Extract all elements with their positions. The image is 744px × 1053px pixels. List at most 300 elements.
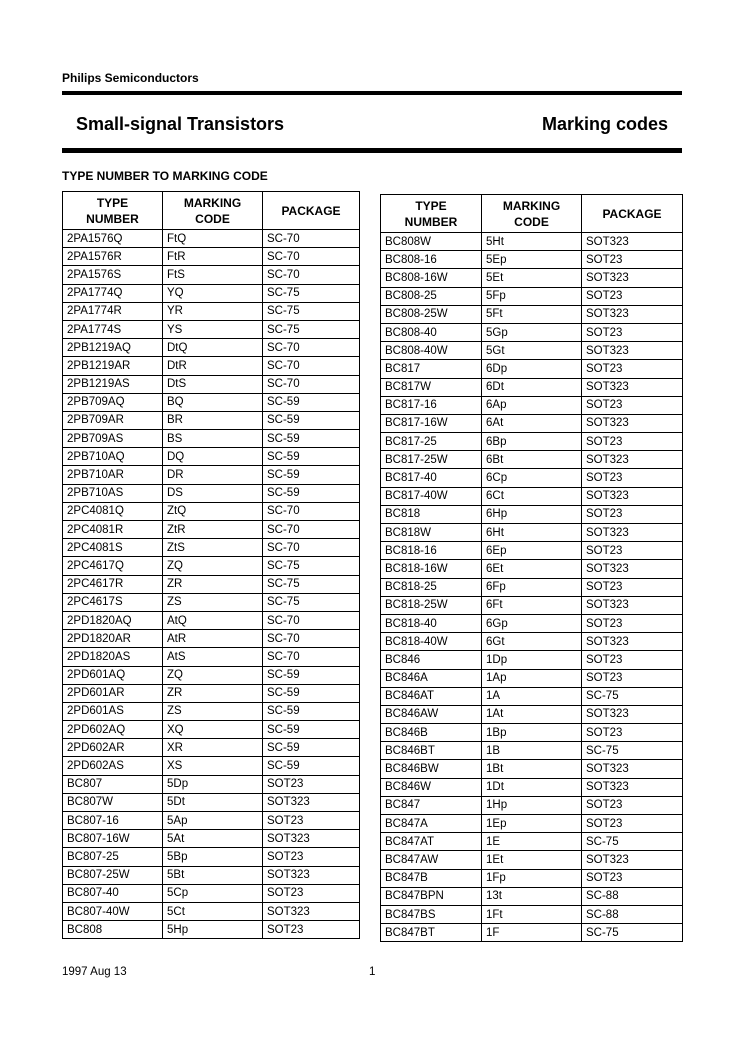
table-row: [381, 596, 683, 614]
type-number-cell: BC808-25W: [381, 305, 482, 323]
table-row: [63, 575, 360, 593]
table-row: [381, 651, 683, 669]
table-row: [381, 887, 683, 905]
table-row: [63, 757, 360, 775]
table-row: [63, 866, 360, 884]
package-cell: SOT23: [582, 578, 683, 596]
type-number-cell: BC847B: [381, 869, 482, 887]
package-cell: SC-59: [263, 757, 360, 775]
package-cell: SOT323: [582, 342, 683, 360]
marking-code-cell: 5At: [163, 830, 263, 848]
package-cell: SC-75: [263, 284, 360, 302]
table-title: TYPE NUMBER TO MARKING CODE: [62, 169, 268, 183]
type-number-cell: BC808-40W: [381, 342, 482, 360]
type-number-cell: BC818-40: [381, 614, 482, 632]
type-number-cell: 2PA1774Q: [63, 284, 163, 302]
table-row: [381, 851, 683, 869]
table-row: [63, 448, 360, 466]
package-cell: SC-75: [263, 575, 360, 593]
type-number-cell: BC817-16W: [381, 414, 482, 432]
table-row: [63, 339, 360, 357]
table-row: [63, 902, 360, 920]
package-cell: SC-59: [263, 393, 360, 411]
package-cell: SOT23: [582, 796, 683, 814]
type-number-cell: BC808-16: [381, 251, 482, 269]
table-row: [63, 611, 360, 629]
table-row: [63, 484, 360, 502]
marking-code-cell: 1B: [482, 742, 582, 760]
type-number-cell: BC846BW: [381, 760, 482, 778]
marking-code-cell: DtQ: [163, 339, 263, 357]
package-cell: SOT323: [582, 451, 683, 469]
type-number-cell: 2PA1576S: [63, 266, 163, 284]
table-row: [63, 502, 360, 520]
marking-code-cell: 5Dp: [163, 775, 263, 793]
package-cell: SOT323: [582, 269, 683, 287]
marking-code-cell: 13t: [482, 887, 582, 905]
marking-code-cell: FtQ: [163, 230, 263, 248]
table-row: [63, 393, 360, 411]
type-number-cell: 2PD601AS: [63, 702, 163, 720]
table-row: [63, 320, 360, 338]
table-row: [63, 684, 360, 702]
marking-code-cell: ZtS: [163, 539, 263, 557]
column-header-package: PACKAGE: [263, 192, 360, 230]
marking-code-cell: 1E: [482, 833, 582, 851]
package-cell: SOT323: [582, 414, 683, 432]
marking-code-cell: AtR: [163, 630, 263, 648]
marking-code-cell: DtR: [163, 357, 263, 375]
package-cell: SC-70: [263, 248, 360, 266]
package-cell: SC-70: [263, 521, 360, 539]
package-cell: SC-70: [263, 375, 360, 393]
table-row: [63, 812, 360, 830]
type-number-cell: BC847AW: [381, 851, 482, 869]
package-cell: SC-88: [582, 887, 683, 905]
type-number-cell: BC808-40: [381, 323, 482, 341]
marking-code-cell: 6Ap: [482, 396, 582, 414]
marking-code-cell: 1Dt: [482, 778, 582, 796]
marking-code-cell: 6Hp: [482, 505, 582, 523]
package-cell: SC-70: [263, 502, 360, 520]
marking-code-cell: 1Ft: [482, 905, 582, 923]
type-number-cell: BC817W: [381, 378, 482, 396]
type-number-cell: BC847: [381, 796, 482, 814]
table-row: [63, 630, 360, 648]
package-cell: SOT323: [582, 633, 683, 651]
marking-code-cell: ZS: [163, 702, 263, 720]
package-cell: SC-59: [263, 430, 360, 448]
page-number: 1: [369, 966, 376, 978]
marking-code-cell: 5Et: [482, 269, 582, 287]
table-row: [381, 251, 683, 269]
marking-code-cell: ZS: [163, 593, 263, 611]
marking-code-cell: 6Gp: [482, 614, 582, 632]
table-row: [381, 869, 683, 887]
type-number-cell: 2PC4617R: [63, 575, 163, 593]
type-number-cell: 2PD1820AQ: [63, 611, 163, 629]
table-row: [63, 721, 360, 739]
marking-code-cell: 1Bt: [482, 760, 582, 778]
type-number-cell: BC846W: [381, 778, 482, 796]
marking-code-cell: 1Ep: [482, 815, 582, 833]
type-number-cell: BC817-25W: [381, 451, 482, 469]
table-row: [381, 269, 683, 287]
type-number-cell: BC817-16: [381, 396, 482, 414]
package-cell: SC-75: [263, 302, 360, 320]
table-row: [381, 487, 683, 505]
type-number-cell: BC807-25W: [63, 866, 163, 884]
type-number-cell: 2PD602AS: [63, 757, 163, 775]
table-row: [381, 833, 683, 851]
marking-code-cell: 1Bp: [482, 724, 582, 742]
package-cell: SOT23: [263, 775, 360, 793]
package-cell: SC-75: [263, 593, 360, 611]
marking-code-cell: 1A: [482, 687, 582, 705]
column-header-marking-code: MARKING CODE: [163, 192, 263, 230]
table-row: [63, 375, 360, 393]
package-cell: SC-75: [582, 742, 683, 760]
table-row: [381, 905, 683, 923]
column-header-type-number: TYPE NUMBER: [381, 195, 482, 233]
type-number-cell: 2PB1219AQ: [63, 339, 163, 357]
type-number-cell: 2PB1219AR: [63, 357, 163, 375]
marking-code-cell: 1Ap: [482, 669, 582, 687]
type-number-cell: 2PC4081S: [63, 539, 163, 557]
company-name: Philips Semiconductors: [62, 71, 199, 85]
type-number-cell: 2PD602AQ: [63, 721, 163, 739]
package-cell: SOT23: [263, 848, 360, 866]
marking-code-cell: DS: [163, 484, 263, 502]
package-cell: SC-59: [263, 466, 360, 484]
marking-code-cell: 1Dp: [482, 651, 582, 669]
table-row: [63, 793, 360, 811]
package-cell: SOT23: [582, 614, 683, 632]
marking-code-cell: 6Fp: [482, 578, 582, 596]
type-number-cell: BC847BPN: [381, 887, 482, 905]
package-cell: SC-59: [263, 411, 360, 429]
marking-code-cell: FtR: [163, 248, 263, 266]
table-row: [381, 578, 683, 596]
type-number-cell: BC808-25: [381, 287, 482, 305]
type-number-cell: 2PB1219AS: [63, 375, 163, 393]
table-row: [381, 323, 683, 341]
package-cell: SC-59: [263, 484, 360, 502]
type-number-cell: BC817: [381, 360, 482, 378]
marking-code-cell: ZtQ: [163, 502, 263, 520]
table-row: [381, 796, 683, 814]
marking-code-cell: 6Ct: [482, 487, 582, 505]
type-number-cell: 2PC4617S: [63, 593, 163, 611]
type-number-cell: BC808-16W: [381, 269, 482, 287]
table-row: [381, 451, 683, 469]
header-rule-top: [62, 91, 682, 95]
table-row: [381, 633, 683, 651]
marking-code-cell: 1Et: [482, 851, 582, 869]
table-row: [63, 284, 360, 302]
marking-code-cell: YS: [163, 320, 263, 338]
table-row: [63, 921, 360, 939]
marking-code-cell: 6Et: [482, 560, 582, 578]
marking-code-cell: 1Hp: [482, 796, 582, 814]
package-cell: SOT23: [582, 396, 683, 414]
table-row: [381, 687, 683, 705]
marking-code-cell: 5Fp: [482, 287, 582, 305]
type-number-cell: 2PB710AR: [63, 466, 163, 484]
type-number-cell: BC817-40W: [381, 487, 482, 505]
package-cell: SOT23: [582, 323, 683, 341]
package-cell: SOT323: [582, 778, 683, 796]
table-row: [381, 305, 683, 323]
marking-code-cell: 5Hp: [163, 921, 263, 939]
type-number-cell: BC846AW: [381, 705, 482, 723]
table-row: [63, 848, 360, 866]
package-cell: SC-70: [263, 266, 360, 284]
type-number-cell: BC808W: [381, 233, 482, 251]
package-cell: SC-75: [582, 924, 683, 942]
package-cell: SOT323: [263, 902, 360, 920]
table-row: [63, 466, 360, 484]
marking-code-cell: DR: [163, 466, 263, 484]
package-cell: SC-70: [263, 339, 360, 357]
marking-code-cell: 6Bt: [482, 451, 582, 469]
type-number-cell: 2PB709AQ: [63, 393, 163, 411]
marking-code-cell: FtS: [163, 266, 263, 284]
type-number-cell: BC807-40W: [63, 902, 163, 920]
type-number-cell: BC817-40: [381, 469, 482, 487]
type-number-cell: BC807-16: [63, 812, 163, 830]
marking-code-cell: XS: [163, 757, 263, 775]
package-cell: SOT23: [582, 669, 683, 687]
marking-code-cell: 5Dt: [163, 793, 263, 811]
table-row: [63, 430, 360, 448]
marking-code-cell: 6Cp: [482, 469, 582, 487]
package-cell: SC-59: [263, 702, 360, 720]
type-number-cell: BC818-25W: [381, 596, 482, 614]
marking-code-cell: BS: [163, 430, 263, 448]
marking-code-cell: XQ: [163, 721, 263, 739]
package-cell: SC-59: [263, 721, 360, 739]
table-row: [63, 648, 360, 666]
table-row: [63, 830, 360, 848]
marking-code-cell: BQ: [163, 393, 263, 411]
table-row: [63, 230, 360, 248]
table-row: [381, 614, 683, 632]
marking-code-cell: 6Ht: [482, 524, 582, 542]
package-cell: SOT23: [582, 251, 683, 269]
package-cell: SOT323: [582, 760, 683, 778]
table-row: [381, 342, 683, 360]
marking-code-cell: 5Gt: [482, 342, 582, 360]
marking-code-cell: YQ: [163, 284, 263, 302]
package-cell: SC-70: [263, 630, 360, 648]
type-number-cell: BC847BS: [381, 905, 482, 923]
marking-code-cell: AtS: [163, 648, 263, 666]
package-cell: SOT323: [582, 487, 683, 505]
marking-code-cell: 1Fp: [482, 869, 582, 887]
table-row: [381, 705, 683, 723]
marking-code-cell: 5Cp: [163, 884, 263, 902]
type-number-cell: BC808: [63, 921, 163, 939]
package-cell: SOT23: [582, 287, 683, 305]
marking-code-cell: DtS: [163, 375, 263, 393]
package-cell: SC-59: [263, 666, 360, 684]
package-cell: SC-59: [263, 448, 360, 466]
marking-code-cell: 5Gp: [482, 323, 582, 341]
table-row: [381, 669, 683, 687]
table-row: [63, 266, 360, 284]
table-row: [381, 233, 683, 251]
package-cell: SOT323: [263, 830, 360, 848]
package-cell: SOT23: [582, 433, 683, 451]
type-number-cell: 2PB709AR: [63, 411, 163, 429]
type-number-cell: BC807W: [63, 793, 163, 811]
table-row: [63, 411, 360, 429]
type-number-cell: BC807-16W: [63, 830, 163, 848]
package-cell: SOT323: [582, 524, 683, 542]
type-number-cell: BC807-25: [63, 848, 163, 866]
marking-code-cell: 6Bp: [482, 433, 582, 451]
marking-code-cell: 6Gt: [482, 633, 582, 651]
type-number-cell: BC818-16: [381, 542, 482, 560]
marking-code-cell: 6Dp: [482, 360, 582, 378]
package-cell: SC-88: [582, 905, 683, 923]
package-cell: SC-75: [582, 833, 683, 851]
table-row: [381, 396, 683, 414]
table-row: [381, 542, 683, 560]
marking-code-cell: 5Ep: [482, 251, 582, 269]
document-title: Small-signal Transistors: [76, 114, 285, 134]
marking-code-cell: ZR: [163, 684, 263, 702]
table-row: [381, 524, 683, 542]
type-number-cell: 2PD602AR: [63, 739, 163, 757]
type-number-cell: BC818-16W: [381, 560, 482, 578]
type-number-cell: BC846AT: [381, 687, 482, 705]
package-cell: SOT23: [582, 360, 683, 378]
table-row: [381, 778, 683, 796]
package-cell: SOT323: [582, 596, 683, 614]
table-row: [381, 724, 683, 742]
table-row: [63, 702, 360, 720]
table-row: [381, 760, 683, 778]
table-row: [63, 521, 360, 539]
table-row: [63, 248, 360, 266]
marking-code-cell: 5Ft: [482, 305, 582, 323]
package-cell: SC-70: [263, 648, 360, 666]
marking-code-table-right: [380, 194, 683, 942]
table-row: [63, 593, 360, 611]
type-number-cell: 2PA1576Q: [63, 230, 163, 248]
table-row: [381, 414, 683, 432]
type-number-cell: BC846A: [381, 669, 482, 687]
package-cell: SOT323: [582, 560, 683, 578]
package-cell: SOT23: [582, 651, 683, 669]
package-cell: SOT323: [582, 851, 683, 869]
table-row: [63, 302, 360, 320]
marking-code-cell: 5Ap: [163, 812, 263, 830]
marking-code-cell: ZQ: [163, 557, 263, 575]
table-row: [381, 742, 683, 760]
package-cell: SOT23: [582, 869, 683, 887]
table-row: [381, 815, 683, 833]
package-cell: SC-75: [263, 320, 360, 338]
marking-code-cell: BR: [163, 411, 263, 429]
type-number-cell: 2PC4617Q: [63, 557, 163, 575]
marking-code-cell: 1At: [482, 705, 582, 723]
type-number-cell: BC846B: [381, 724, 482, 742]
type-number-cell: 2PC4081R: [63, 521, 163, 539]
type-number-cell: 2PB709AS: [63, 430, 163, 448]
column-header-package: PACKAGE: [582, 195, 683, 233]
table-row: [63, 666, 360, 684]
table-row: [381, 378, 683, 396]
marking-code-cell: AtQ: [163, 611, 263, 629]
type-number-cell: 2PD1820AR: [63, 630, 163, 648]
table-row: [63, 775, 360, 793]
table-row: [381, 469, 683, 487]
marking-code-cell: 5Ht: [482, 233, 582, 251]
type-number-cell: BC846: [381, 651, 482, 669]
package-cell: SC-70: [263, 539, 360, 557]
footer-date: 1997 Aug 13: [62, 966, 127, 978]
marking-code-cell: 5Bt: [163, 866, 263, 884]
column-header-marking-code: MARKING CODE: [482, 195, 582, 233]
package-cell: SC-75: [263, 557, 360, 575]
table-row: [381, 560, 683, 578]
package-cell: SC-70: [263, 611, 360, 629]
package-cell: SOT23: [582, 469, 683, 487]
marking-code-cell: YR: [163, 302, 263, 320]
type-number-cell: BC818-40W: [381, 633, 482, 651]
package-cell: SC-70: [263, 357, 360, 375]
package-cell: SOT23: [582, 815, 683, 833]
type-number-cell: 2PA1576R: [63, 248, 163, 266]
type-number-cell: BC847BT: [381, 924, 482, 942]
marking-code-cell: 1F: [482, 924, 582, 942]
marking-code-cell: DQ: [163, 448, 263, 466]
table-row: [381, 924, 683, 942]
marking-code-cell: 5Ct: [163, 902, 263, 920]
table-row: [381, 287, 683, 305]
package-cell: SOT23: [263, 921, 360, 939]
table-row: [63, 539, 360, 557]
type-number-cell: 2PA1774S: [63, 320, 163, 338]
type-number-cell: 2PA1774R: [63, 302, 163, 320]
package-cell: SOT323: [582, 705, 683, 723]
table-row: [63, 739, 360, 757]
type-number-cell: BC807: [63, 775, 163, 793]
type-number-cell: 2PB710AQ: [63, 448, 163, 466]
section-title: Marking codes: [541, 114, 668, 134]
package-cell: SC-75: [582, 687, 683, 705]
marking-code-cell: 6Ft: [482, 596, 582, 614]
package-cell: SOT323: [582, 378, 683, 396]
type-number-cell: 2PD1820AS: [63, 648, 163, 666]
marking-code-cell: XR: [163, 739, 263, 757]
marking-code-cell: ZtR: [163, 521, 263, 539]
table-row: [63, 557, 360, 575]
marking-code-table-left: [62, 191, 360, 939]
type-number-cell: 2PD601AQ: [63, 666, 163, 684]
type-number-cell: BC846BT: [381, 742, 482, 760]
type-number-cell: BC818: [381, 505, 482, 523]
package-cell: SC-59: [263, 684, 360, 702]
package-cell: SC-59: [263, 739, 360, 757]
package-cell: SOT23: [263, 812, 360, 830]
package-cell: SOT323: [263, 866, 360, 884]
package-cell: SOT23: [582, 542, 683, 560]
type-number-cell: BC807-40: [63, 884, 163, 902]
